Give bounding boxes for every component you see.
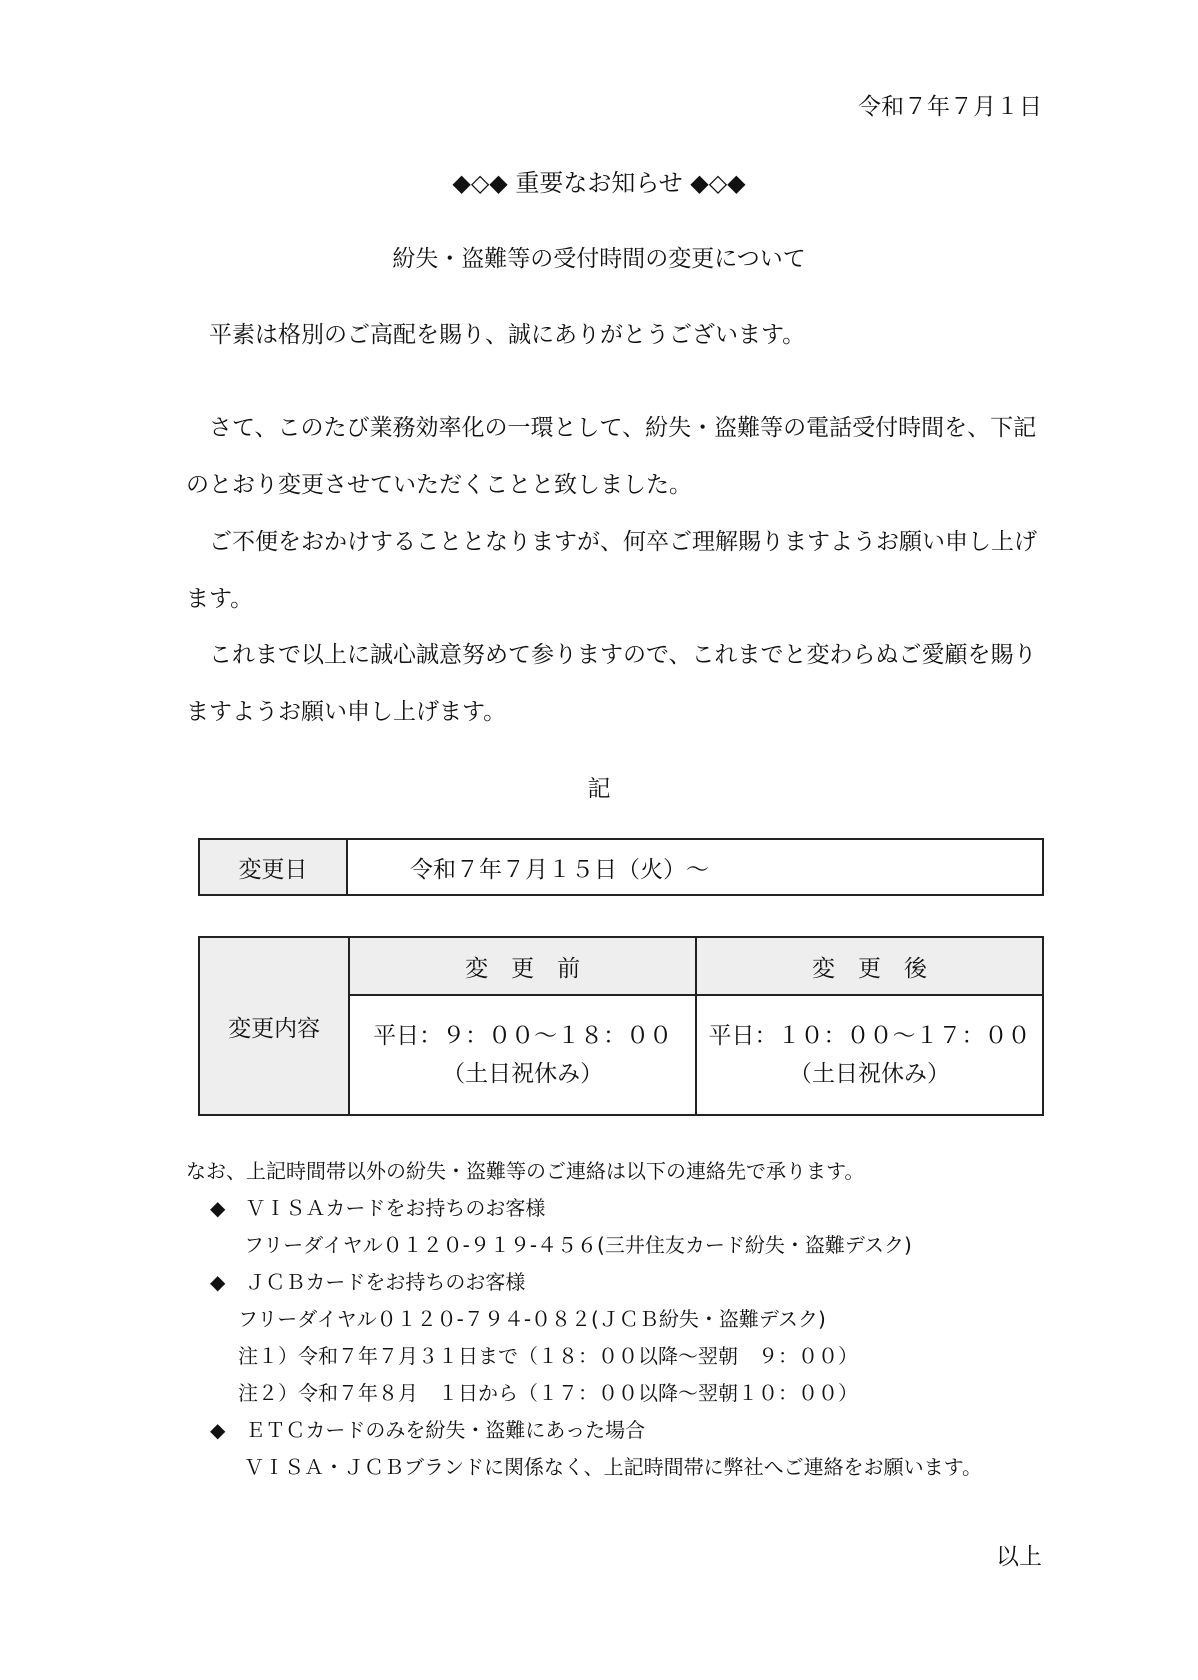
closing-paragraph: これまで以上に誠心誠意努めて参りますので、これまでと変わらぬご愛顧を賜りますようお願い申し上げます。: [186, 642, 1037, 725]
jcb-note-2: 注２）令和７年８月 １日から（１７：００以降～翌朝１０：００）: [238, 1381, 858, 1405]
visa-contact: フリーダイヤル０１２０-９１９-４５６(三井住友カード紛失・盗難デスク): [244, 1233, 912, 1257]
announcement-paragraph: さて、このたび業務効率化の一環として、紛失・盗難等の電話受付時間を、下記のとおり変更させていただくことと致しました。: [186, 415, 1037, 498]
etc-text: ＶＩＳＡ・ＪＣＢブランドに関係なく、上記時間帯に弊社へご連絡をお願います。: [244, 1455, 982, 1479]
notes-intro: なお、上記時間帯以外の紛失・盗難等のご連絡は以下の連絡先で承ります。: [186, 1159, 865, 1183]
change-date-value: 令和７年７月１５日（火）～: [347, 839, 1043, 895]
etc-title: ◆ ＥＴＣカードのみを紛失・盗難にあった場合: [210, 1418, 646, 1442]
after-note: （土日祝休み）: [789, 1061, 951, 1087]
after-header: 変 更 後: [696, 937, 1043, 995]
change-content-label: 変更内容: [199, 937, 349, 1115]
before-hours: 平日：９：００～１８：００: [373, 1023, 673, 1049]
jcb-title: ◆ ＪＣＢカードをお持ちのお客様: [210, 1270, 526, 1294]
notice-subheading: 紛失・盗難等の受付時間の変更について: [392, 246, 806, 272]
ki-marker: 記: [587, 776, 611, 802]
paragraph-text: 平素は格別のご高配を賜り、誠にありがとうございます。: [209, 322, 806, 348]
apology-paragraph: ご不便をおかけすることとなりますが、何卒ご理解賜りますようお願い申し上げます。: [186, 529, 1037, 612]
before-header: 変 更 前: [349, 937, 696, 995]
greeting-paragraph: [186, 316, 1048, 349]
before-note: （土日祝休み）: [442, 1061, 604, 1087]
change-date-label: 変更日: [199, 839, 347, 895]
notice-heading: ◆◇◆ 重要なお知らせ ◆◇◆: [452, 169, 746, 197]
visa-title: ◆ ＶＩＳＡカードをお持ちのお客様: [210, 1196, 546, 1220]
closing-mark: 以上: [996, 1544, 1042, 1570]
before-hours-cell: [349, 995, 696, 1115]
after-hours-cell: [696, 995, 1043, 1115]
document-date: 令和７年７月１日: [858, 94, 1042, 120]
after-hours: 平日：１０：００～１７：００: [708, 1023, 1031, 1049]
change-content-table: [198, 936, 1044, 1116]
jcb-contact: フリーダイヤル０１２０-７９４-０８２(ＪＣＢ紛失・盗難デスク): [238, 1307, 826, 1331]
change-date-table: [198, 838, 1044, 896]
jcb-note-1: 注１）令和７年７月３１日まで（１８：００以降～翌朝 ９：００）: [238, 1344, 858, 1368]
